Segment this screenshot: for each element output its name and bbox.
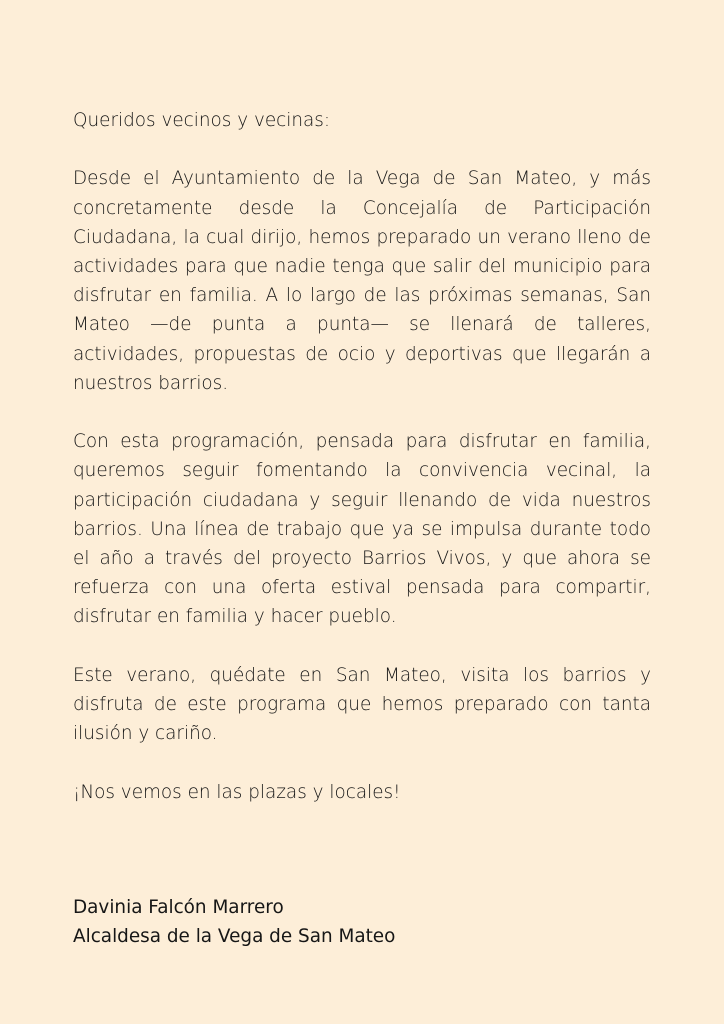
letter-body — [73, 106, 651, 807]
signature-name: Davinia Falcón Marrero — [73, 897, 284, 918]
paragraph-invitation: Este verano, quédate en San Mateo, visita los barrios y disfruta de este programa que hemos preparado con tanta ilusión y cariño. — [73, 664, 651, 745]
paragraph-programming: Con esta programación, pensada para disfrutar en familia, queremos seguir fomentando la convivencia vecinal, la participación ciudadana y seguir llenando de vida nuestros barrios. Una línea de trabajo que ya se impulsa durante todo el año a través del proyecto Barrios Vivos, y que ahora se refuerza con una oferta estival pensada para compartir, disfrutar en familia y hacer pueblo. — [73, 431, 651, 628]
greeting: Queridos vecinos y vecinas: — [73, 110, 331, 131]
closing-line: ¡Nos vemos en las plazas y locales! — [73, 781, 401, 803]
signature-block — [73, 893, 651, 951]
signature-title: Alcaldesa de la Vega de San Mateo — [73, 926, 396, 948]
paragraph-intro: Desde el Ayuntamiento de la Vega de San Mateo, y más concretamente desde la Concejalía de Participación Ciudadana, la cual dirijo, hemos preparado un verano lleno de actividades para que nadie tenga que salir del municipio para disfrutar en familia. A lo largo de las próximas semanas, San Mateo —de punta a punta— se llenará de talleres, actividades, propuestas de ocio y deportivas que llegarán a nuestros barrios. — [73, 168, 651, 394]
